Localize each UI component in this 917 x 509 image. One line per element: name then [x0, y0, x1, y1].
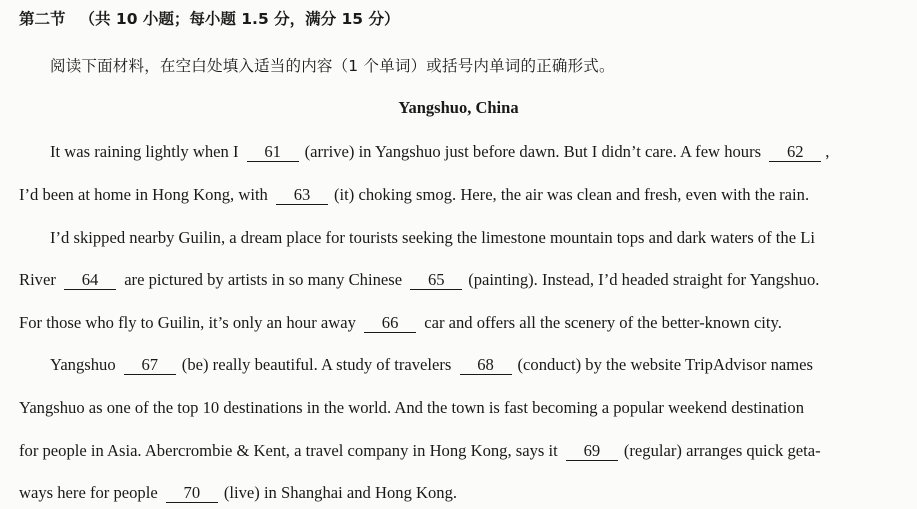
passage-line-6 — [50, 354, 813, 376]
hint-68: (conduct) — [517, 355, 582, 374]
text-segment: choking smog. Here, the air was clean and fresh, even with the rain. — [358, 185, 810, 204]
blank-61: 61 — [247, 143, 299, 162]
text-segment: car and offers all the scenery of the better-known city. — [424, 313, 782, 332]
instruction-text: 阅读下面材料，在空白处填入适当的内容（1 个单词）或括号内单词的正确形式。 — [50, 57, 615, 75]
text-segment: I’d skipped nearby Guilin, a dream place for tourists seeking the limestone mountain tops and dark waters of the Li — [50, 228, 815, 247]
text-segment: Yangshuo as one of the top 10 destinations in the world. And the town is fast becoming a popular weekend destination — [19, 398, 805, 417]
hint-61: (arrive) — [304, 142, 355, 161]
blank-67: 67 — [124, 356, 176, 375]
text-segment: . Instead, I’d headed straight for Yangshuo. — [533, 270, 820, 289]
text-segment: I’d been at home in Hong Kong, with — [19, 185, 268, 204]
text-segment: ways here for people — [19, 483, 158, 502]
section-number: 第二节 — [19, 10, 66, 28]
blank-66: 66 — [364, 314, 416, 333]
text-segment: River — [19, 270, 56, 289]
text-segment: for people in Asia. Abercrombie & Kent, a travel company in Hong Kong, says it — [19, 441, 558, 460]
text-segment: It was raining lightly when I — [50, 142, 239, 161]
blank-64: 64 — [64, 271, 116, 290]
blank-65: 65 — [410, 271, 462, 290]
blank-70: 70 — [166, 484, 218, 503]
hint-65: (painting) — [468, 270, 534, 289]
hint-67: (be) — [181, 355, 209, 374]
blank-62: 62 — [769, 143, 821, 162]
passage-line-7 — [19, 397, 804, 419]
blank-68: 68 — [460, 356, 512, 375]
text-segment: in Yangshuo just before dawn. But I didn’t care. A few hours — [358, 142, 762, 161]
blank-69: 69 — [566, 442, 618, 461]
text-segment: arranges quick geta- — [686, 441, 821, 460]
text-segment: by the website TripAdvisor names — [585, 355, 813, 374]
hint-69: (regular) — [623, 441, 682, 460]
section-header — [19, 8, 400, 30]
passage-title: Yangshuo, China — [398, 98, 519, 117]
passage-line-1 — [50, 141, 829, 163]
passage-line-2 — [19, 184, 809, 206]
text-segment: For those who fly to Guilin, it’s only an hour away — [19, 313, 356, 332]
text-segment: really beautiful. A study of travelers — [212, 355, 452, 374]
text-segment: , — [825, 142, 830, 161]
passage-line-9 — [19, 482, 457, 504]
hint-63: (it) — [334, 185, 355, 204]
text-segment: are pictured by artists in so many Chinese — [124, 270, 403, 289]
hint-70: (live) — [223, 483, 260, 502]
blank-63: 63 — [276, 186, 328, 205]
passage-line-3 — [50, 227, 815, 249]
section-info: （共 10 小题；每小题 1.5 分，满分 15 分） — [79, 10, 400, 28]
text-segment: in Shanghai and Hong Kong. — [263, 483, 458, 502]
passage-line-4 — [19, 269, 819, 291]
passage-line-8 — [19, 440, 821, 462]
text-segment: Yangshuo — [50, 355, 116, 374]
passage-line-5 — [19, 312, 782, 334]
